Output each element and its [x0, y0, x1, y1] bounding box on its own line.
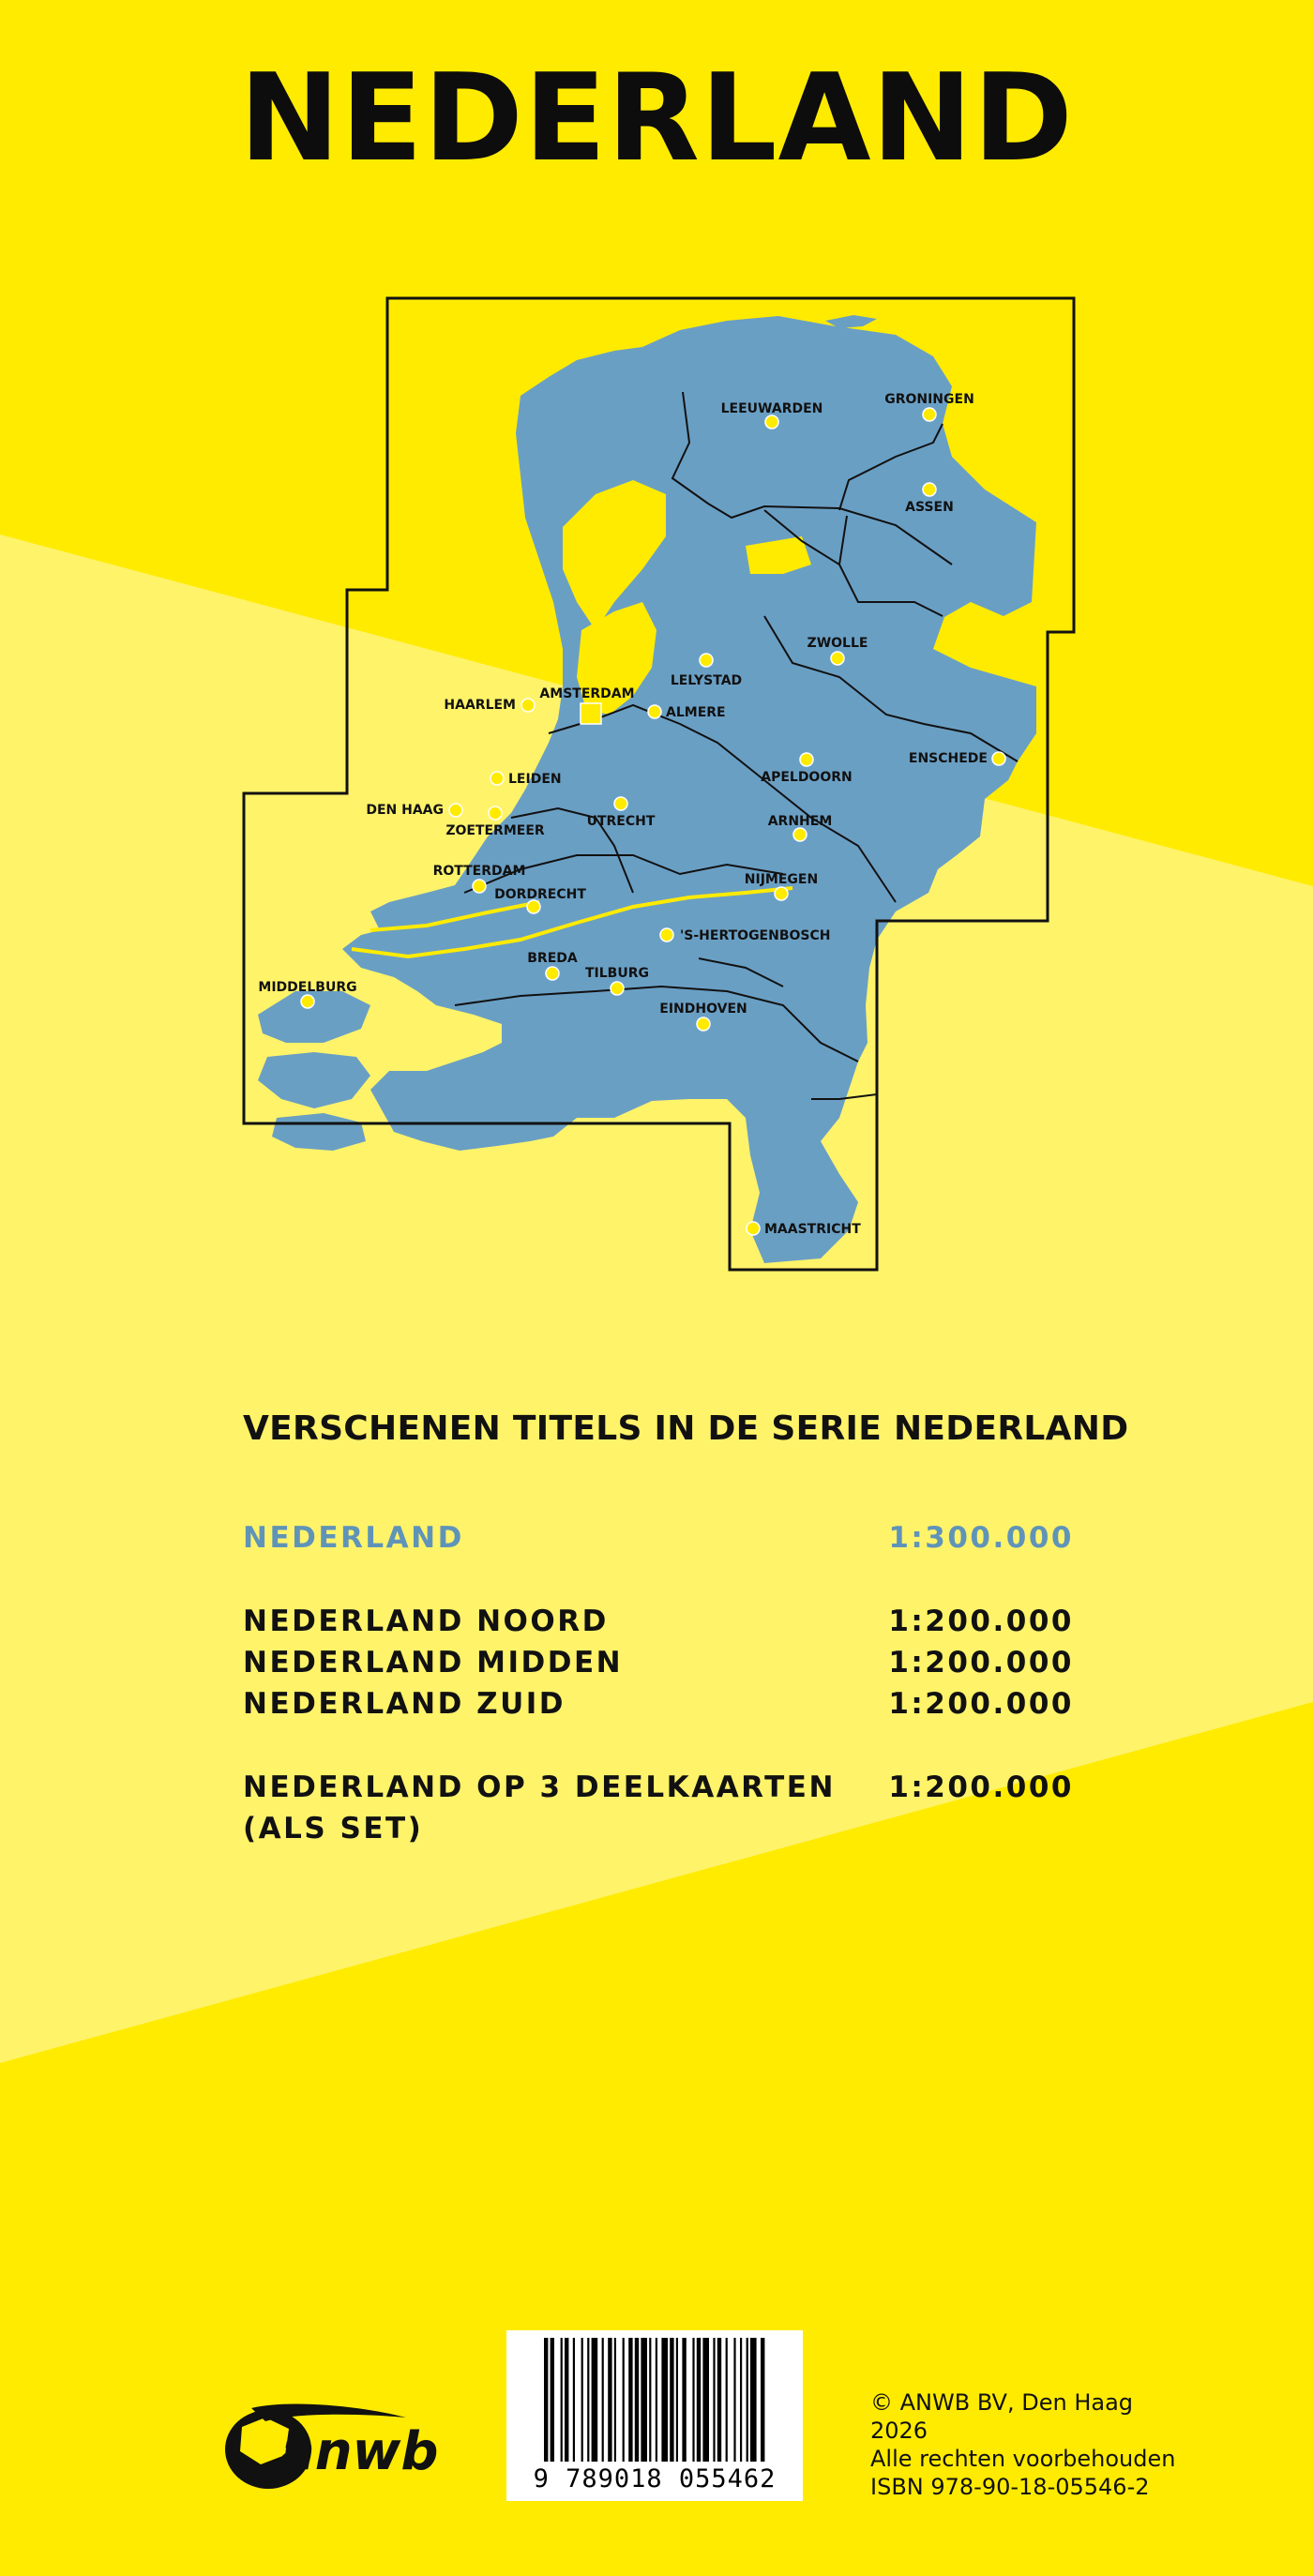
barcode-bar — [761, 2338, 764, 2462]
anwb-logo-text: anwb — [279, 2421, 439, 2482]
city-marker — [449, 804, 462, 817]
city-marker — [775, 887, 788, 900]
city-marker — [521, 699, 535, 712]
city-label: BREDA — [527, 951, 578, 966]
city-marker — [992, 752, 1005, 765]
city-marker — [614, 797, 627, 810]
series-title-scale: 1:200.000 — [888, 1687, 1074, 1721]
city-label: APELDOORN — [761, 770, 853, 785]
city-label: LEIDEN — [508, 772, 562, 787]
series-title-row — [243, 1601, 1074, 1642]
copyright-line: Alle rechten voorbehouden — [870, 2446, 1176, 2472]
barcode-bar — [740, 2338, 742, 2462]
city-label: EINDHOVEN — [659, 1002, 747, 1017]
copyright-line: © ANWB BV, Den Haag — [870, 2389, 1134, 2416]
barcode-digits: 9 789018 055462 — [533, 2464, 777, 2493]
barcode-bar — [641, 2338, 647, 2462]
series-title-row — [243, 1767, 1074, 1849]
city-marker — [700, 654, 713, 667]
barcode-bars — [506, 2338, 803, 2469]
barcode-bar — [750, 2338, 757, 2462]
city-marker — [489, 806, 502, 820]
city-label: DEN HAAG — [366, 803, 444, 818]
series-title-scale: 1:200.000 — [888, 1646, 1074, 1680]
city-marker — [660, 928, 673, 942]
barcode-bar — [682, 2338, 686, 2462]
anwb-logo — [214, 2389, 439, 2502]
city-marker — [490, 772, 504, 785]
city-label: LELYSTAD — [670, 673, 743, 688]
series-title-name: NEDERLAND NOORD — [243, 1604, 609, 1638]
city-marker — [611, 982, 624, 995]
barcode-bar — [551, 2338, 554, 2462]
city-marker — [473, 880, 486, 893]
city-marker — [527, 900, 540, 913]
barcode-bar — [573, 2338, 575, 2462]
city-label: AMSTERDAM — [539, 686, 635, 701]
cover-title: NEDERLAND — [239, 49, 1074, 188]
barcode-bar — [614, 2338, 616, 2462]
barcode-bar — [635, 2338, 639, 2462]
series-title-name: NEDERLAND — [243, 1521, 464, 1555]
series-title-scale: 1:200.000 — [888, 1770, 1074, 1804]
barcode-bar — [565, 2338, 568, 2462]
city-marker — [697, 1017, 710, 1031]
city-marker — [648, 705, 661, 718]
copyright-block — [870, 2388, 1175, 2501]
city-marker — [923, 408, 936, 421]
city-marker — [831, 652, 844, 665]
series-heading: VERSCHENEN TITELS IN DE SERIE NEDERLAND — [243, 1409, 1129, 1448]
series-title-name: NEDERLAND ZUID — [243, 1687, 566, 1721]
barcode-bar — [649, 2338, 651, 2462]
land-mass — [258, 315, 1036, 1263]
barcode-bar — [544, 2338, 548, 2462]
city-label: MIDDELBURG — [258, 980, 357, 995]
barcode-bar — [561, 2338, 563, 2462]
city-label: MAASTRICHT — [764, 1222, 861, 1237]
barcode-bar — [623, 2338, 625, 2462]
city-label: ALMERE — [666, 705, 726, 720]
barcode-bar — [717, 2338, 721, 2462]
city-label: ASSEN — [905, 500, 954, 515]
barcode-bar — [697, 2338, 701, 2462]
barcode-bar — [747, 2338, 748, 2462]
series-title-name: NEDERLAND MIDDEN — [243, 1646, 624, 1680]
city-marker — [546, 967, 559, 980]
city-label: ENSCHEDE — [908, 751, 988, 766]
copyright-line: 2026 — [870, 2418, 928, 2444]
barcode-bar — [726, 2338, 728, 2462]
city-label: ZOETERMEER — [445, 823, 545, 838]
city-label: DORDRECHT — [494, 887, 586, 902]
barcode-bar — [602, 2338, 604, 2462]
barcode-bar — [608, 2338, 611, 2462]
barcode-bar — [692, 2338, 694, 2462]
series-title-row — [243, 1642, 1074, 1683]
city-label: TILBURG — [585, 966, 649, 981]
barcode-bar — [713, 2338, 715, 2462]
city-label: UTRECHT — [586, 814, 656, 829]
city-label: HAARLEM — [444, 698, 516, 713]
barcode-bar — [592, 2338, 598, 2462]
barcode-bar — [661, 2338, 668, 2462]
city-label: NIJMEGEN — [744, 872, 819, 887]
barcode — [506, 2330, 803, 2501]
city-marker — [765, 415, 778, 429]
series-title-row — [243, 1517, 1074, 1559]
city-label: LEEUWARDEN — [720, 401, 823, 416]
netherlands-map — [239, 293, 1083, 1277]
city-label: ARNHEM — [767, 814, 833, 829]
city-marker — [793, 828, 807, 841]
series-title-scale: 1:300.000 — [888, 1521, 1074, 1555]
series-title-name-line2: (ALS SET) — [243, 1812, 424, 1845]
city-label: ZWOLLE — [807, 636, 868, 651]
city-marker — [301, 995, 314, 1008]
barcode-bar — [656, 2338, 657, 2462]
city-marker — [581, 703, 601, 724]
series-title-row — [243, 1683, 1074, 1725]
city-marker — [800, 753, 813, 766]
barcode-bar — [676, 2338, 678, 2462]
barcode-bar — [581, 2338, 583, 2462]
city-label: ROTTERDAM — [432, 864, 526, 879]
city-marker — [747, 1222, 760, 1235]
barcode-bar — [733, 2338, 735, 2462]
barcode-bar — [702, 2338, 709, 2462]
series-title-name: NEDERLAND OP 3 DEELKAARTEN — [243, 1770, 836, 1804]
barcode-bar — [587, 2338, 589, 2462]
city-marker — [923, 483, 936, 496]
barcode-bar — [670, 2338, 673, 2462]
barcode-bar — [628, 2338, 632, 2462]
copyright-line: ISBN 978-90-18-05546-2 — [870, 2474, 1150, 2500]
series-title-scale: 1:200.000 — [888, 1604, 1074, 1638]
city-label: 'S-HERTOGENBOSCH — [680, 928, 831, 943]
city-label: GRONINGEN — [884, 392, 974, 407]
